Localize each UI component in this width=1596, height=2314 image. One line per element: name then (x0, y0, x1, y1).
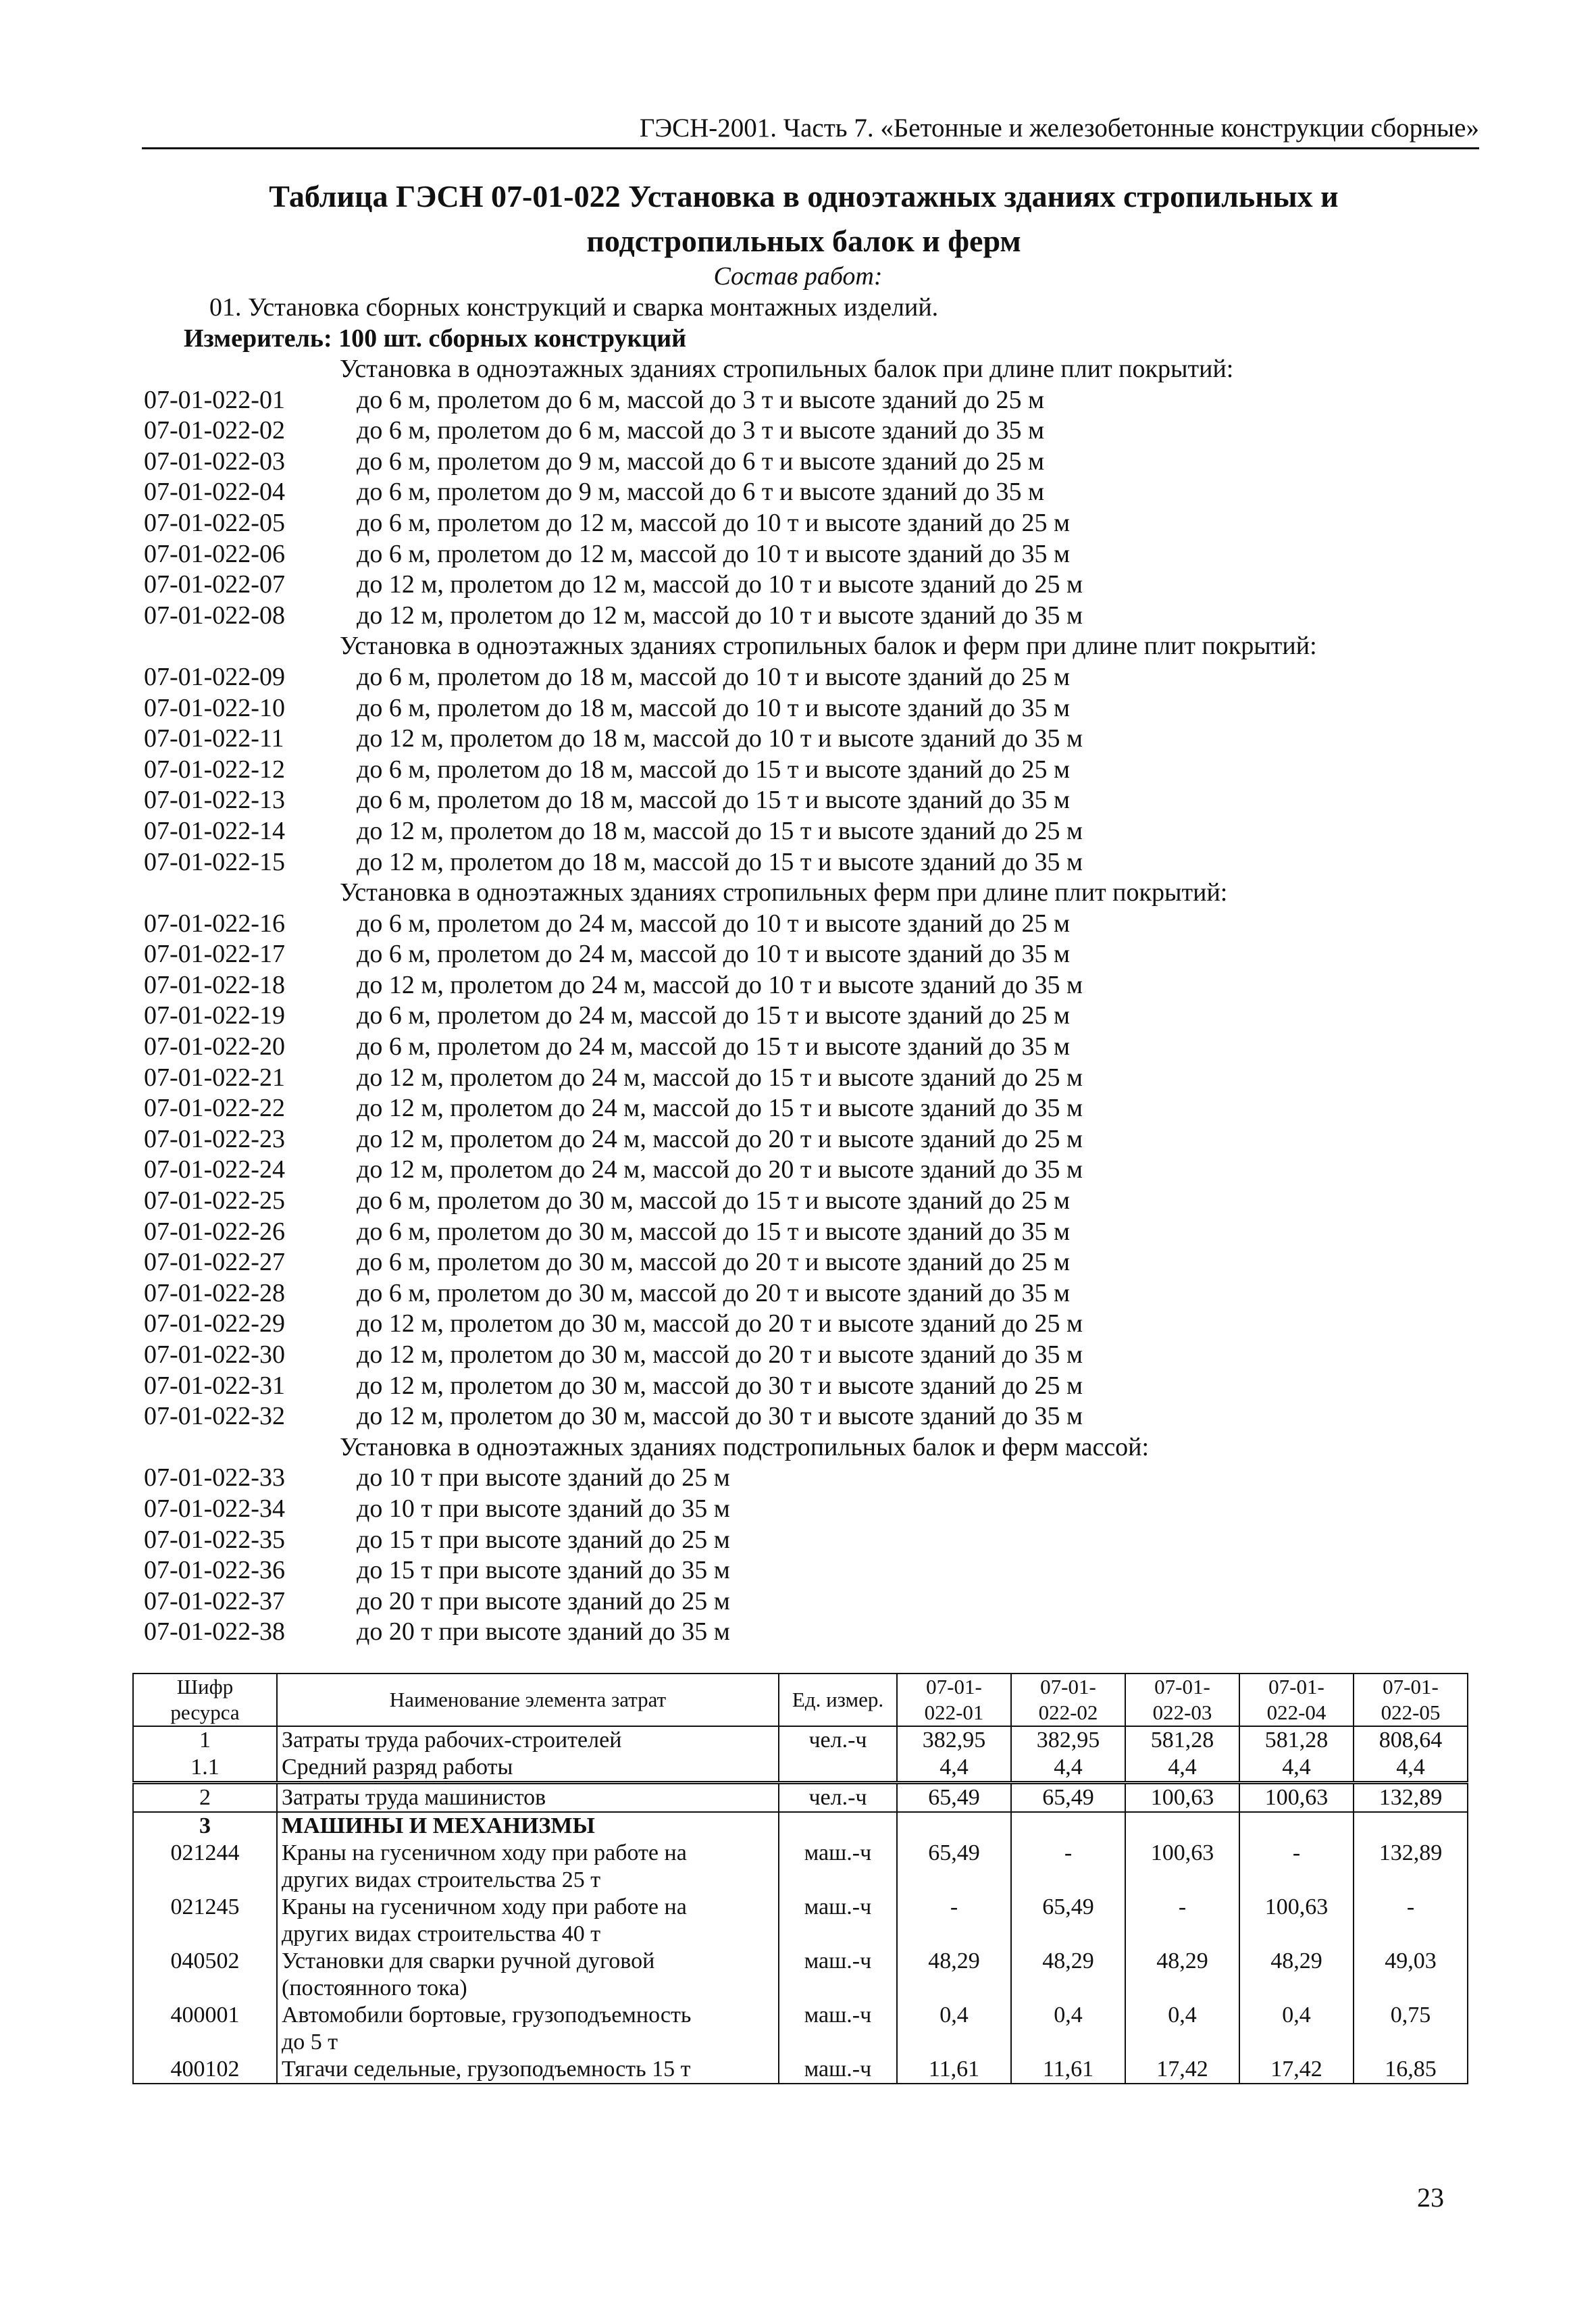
cell-value: 48,29 (897, 1948, 1011, 2002)
header-col-2: 07-01- 022-02 (1011, 1674, 1125, 1726)
cell-unit: маш.-ч (779, 1894, 897, 1948)
cell-value (1125, 1812, 1239, 1840)
norm-description: до 6 м, пролетом до 24 м, массой до 15 т и высоте зданий до 35 м (357, 1032, 1071, 1061)
norm-item (0, 447, 1596, 478)
group-heading (0, 354, 1596, 385)
norm-item (0, 1247, 1596, 1278)
header-col-3: 07-01- 022-03 (1125, 1674, 1239, 1726)
group-heading (0, 878, 1596, 909)
running-header: ГЭСН-2001. Часть 7. «Бетонные и железобетонные конструкции сборные» (639, 114, 1479, 143)
cell-unit: маш.-ч (779, 1948, 897, 2002)
cell-name (277, 1894, 779, 1948)
cell-value: 65,49 (897, 1840, 1011, 1894)
norm-code: 07-01-022-20 (144, 1032, 285, 1061)
norm-item (0, 785, 1596, 816)
norm-item (0, 508, 1596, 539)
norm-code: 07-01-022-17 (144, 940, 285, 969)
norm-item (0, 724, 1596, 755)
cell-code: 2 (133, 1783, 277, 1813)
cell-code: 3 (133, 1812, 277, 1840)
norm-code: 07-01-022-10 (144, 693, 285, 722)
norm-code: 07-01-022-37 (144, 1586, 285, 1615)
cell-value: 48,29 (1011, 1948, 1125, 2002)
cell-value: 65,49 (897, 1783, 1011, 1813)
norm-description: до 6 м, пролетом до 9 м, массой до 6 т и высоте зданий до 25 м (357, 447, 1045, 476)
norm-code: 07-01-022-14 (144, 816, 285, 845)
cell-value: - (1125, 1894, 1239, 1948)
cell-value: 4,4 (1354, 1754, 1468, 1783)
cell-value: 11,61 (897, 2056, 1011, 2084)
table-row (133, 1754, 1468, 1783)
cell-name-line: Установки для сварки ручной дуговой (282, 1948, 655, 1973)
cell-code: 400102 (133, 2056, 277, 2084)
cell-value: 4,4 (897, 1754, 1011, 1783)
norm-description: до 20 т при высоте зданий до 25 м (357, 1586, 730, 1615)
norm-code: 07-01-022-28 (144, 1278, 285, 1307)
norm-description: до 12 м, пролетом до 24 м, массой до 15 т и высоте зданий до 25 м (357, 1063, 1083, 1092)
cell-value: 0,4 (1125, 2002, 1239, 2056)
norm-code: 07-01-022-36 (144, 1556, 285, 1585)
cell-value: 48,29 (1239, 1948, 1354, 2002)
cell-code: 400001 (133, 2002, 277, 2056)
cell-value (897, 1812, 1011, 1840)
cell-value (1239, 1812, 1354, 1840)
norm-description: до 12 м, пролетом до 30 м, массой до 20 т и высоте зданий до 25 м (357, 1309, 1083, 1338)
norm-code: 07-01-022-05 (144, 508, 285, 537)
norm-item (0, 1401, 1596, 1432)
norm-description: до 12 м, пролетом до 30 м, массой до 20 т и высоте зданий до 35 м (357, 1340, 1083, 1369)
norm-code: 07-01-022-22 (144, 1094, 285, 1123)
norm-description: до 6 м, пролетом до 18 м, массой до 10 т и высоте зданий до 25 м (357, 662, 1071, 691)
table-title (128, 174, 1479, 263)
norm-item (0, 1309, 1596, 1340)
cell-name (277, 1948, 779, 2002)
cell-value: 100,63 (1125, 1840, 1239, 1894)
cell-unit: чел.-ч (779, 1783, 897, 1813)
norm-description: до 6 м, пролетом до 18 м, массой до 10 т и высоте зданий до 35 м (357, 693, 1071, 722)
table-row (133, 1726, 1468, 1754)
cell-value: 65,49 (1011, 1894, 1125, 1948)
norm-code: 07-01-022-30 (144, 1340, 285, 1369)
norm-item (0, 1063, 1596, 1094)
norm-item (0, 601, 1596, 632)
norm-list (0, 354, 1596, 1648)
norm-item (0, 693, 1596, 724)
cell-code: 1.1 (133, 1754, 277, 1783)
table-title-line1: Таблица ГЭСН 07-01-022 Установка в одноэтажных зданиях стропильных и (269, 179, 1339, 213)
norm-code: 07-01-022-19 (144, 1001, 285, 1030)
norm-description: до 20 т при высоте зданий до 35 м (357, 1617, 730, 1646)
cell-value: 581,28 (1239, 1726, 1354, 1754)
header-unit: Ед. измер. (779, 1674, 897, 1726)
norm-code: 07-01-022-08 (144, 601, 285, 630)
norm-code: 07-01-022-38 (144, 1617, 285, 1646)
cell-code: 021244 (133, 1840, 277, 1894)
norm-code: 07-01-022-25 (144, 1186, 285, 1215)
header-name: Наименование элемента затрат (277, 1674, 779, 1726)
norm-code: 07-01-022-31 (144, 1371, 285, 1400)
norm-item (0, 416, 1596, 447)
cell-value: 0,4 (1239, 2002, 1354, 2056)
cell-name-line: Тягачи седельные, грузоподъемность 15 т (282, 2057, 691, 2082)
cell-code: 1 (133, 1726, 277, 1754)
table-row (133, 1948, 1468, 2002)
norm-description: до 6 м, пролетом до 12 м, массой до 10 т и высоте зданий до 25 м (357, 508, 1071, 537)
norm-item (0, 1494, 1596, 1525)
norm-item (0, 1555, 1596, 1586)
table-header-row (133, 1674, 1468, 1726)
norm-code: 07-01-022-23 (144, 1124, 285, 1153)
norm-item (0, 1124, 1596, 1155)
cost-table (132, 1673, 1468, 2084)
cell-unit (779, 1754, 897, 1783)
cell-name (277, 2002, 779, 2056)
cell-unit: маш.-ч (779, 2002, 897, 2056)
norm-item (0, 539, 1596, 570)
norm-description: до 6 м, пролетом до 12 м, массой до 10 т и высоте зданий до 35 м (357, 539, 1071, 568)
norm-item (0, 1186, 1596, 1217)
cell-name (277, 2056, 779, 2084)
norm-item (0, 909, 1596, 940)
cell-value: - (897, 1894, 1011, 1948)
cell-value: 4,4 (1125, 1754, 1239, 1783)
norm-code: 07-01-022-32 (144, 1402, 285, 1431)
work-item: 01. Установка сборных конструкций и сварка монтажных изделий. (209, 293, 939, 322)
norm-item (0, 970, 1596, 1001)
cell-name-line: Затраты труда рабочих-строителей (282, 1728, 622, 1753)
cell-value (1011, 1812, 1125, 1840)
norm-item (0, 816, 1596, 847)
norm-item (0, 1463, 1596, 1494)
norm-description: до 6 м, пролетом до 18 м, массой до 15 т и высоте зданий до 35 м (357, 786, 1071, 815)
norm-code: 07-01-022-21 (144, 1063, 285, 1092)
norm-item (0, 662, 1596, 693)
norm-description: до 6 м, пролетом до 24 м, массой до 10 т и высоте зданий до 25 м (357, 909, 1071, 938)
table-row (133, 2002, 1468, 2056)
cell-value: 17,42 (1125, 2056, 1239, 2084)
cell-value: 100,63 (1125, 1783, 1239, 1813)
norm-item (0, 1093, 1596, 1124)
composition-label: Состав работ: (713, 262, 883, 291)
table-row (133, 1783, 1468, 1813)
cell-name (277, 1840, 779, 1894)
norm-description: до 15 т при высоте зданий до 25 м (357, 1525, 730, 1554)
cell-value: - (1354, 1894, 1468, 1948)
cell-value: 382,95 (897, 1726, 1011, 1754)
norm-description: до 6 м, пролетом до 6 м, массой до 3 т и высоте зданий до 35 м (357, 416, 1045, 445)
cell-name-line: других видах строительства 40 т (282, 1921, 601, 1946)
norm-code: 07-01-022-15 (144, 847, 285, 876)
table-row (133, 1812, 1468, 1840)
group-heading (0, 631, 1596, 662)
norm-description: до 6 м, пролетом до 9 м, массой до 6 т и высоте зданий до 35 м (357, 478, 1045, 507)
norm-description: до 10 т при высоте зданий до 25 м (357, 1463, 730, 1492)
cell-name-line: Краны на гусеничном ходу при работе на (282, 1894, 687, 1919)
cell-value: 132,89 (1354, 1783, 1468, 1813)
norm-code: 07-01-022-16 (144, 909, 285, 938)
norm-description: до 6 м, пролетом до 24 м, массой до 10 т и высоте зданий до 35 м (357, 940, 1071, 969)
norm-description: до 6 м, пролетом до 30 м, массой до 20 т и высоте зданий до 35 м (357, 1278, 1071, 1307)
norm-item (0, 1340, 1596, 1371)
header-rule (142, 147, 1479, 149)
cell-value: 17,42 (1239, 2056, 1354, 2084)
cell-value: 100,63 (1239, 1894, 1354, 1948)
cell-name (277, 1726, 779, 1754)
norm-code: 07-01-022-06 (144, 539, 285, 568)
norm-code: 07-01-022-29 (144, 1309, 285, 1338)
norm-code: 07-01-022-12 (144, 755, 285, 784)
norm-description: до 12 м, пролетом до 24 м, массой до 20 т и высоте зданий до 35 м (357, 1155, 1083, 1184)
norm-item (0, 570, 1596, 601)
cell-name-line: других видах строительства 25 т (282, 1867, 601, 1892)
header-code: Шифр ресурса (133, 1674, 277, 1726)
norm-description: до 6 м, пролетом до 6 м, массой до 3 т и высоте зданий до 25 м (357, 385, 1045, 414)
norm-code: 07-01-022-18 (144, 970, 285, 999)
cell-unit: чел.-ч (779, 1726, 897, 1754)
norm-code: 07-01-022-34 (144, 1494, 285, 1523)
norm-item (0, 939, 1596, 970)
cell-value: 0,75 (1354, 2002, 1468, 2056)
table-title-line2: подстропильных балок и ферм (586, 224, 1021, 258)
cell-code: 040502 (133, 1948, 277, 2002)
cell-unit: маш.-ч (779, 2056, 897, 2084)
norm-item (0, 1371, 1596, 1402)
cell-value: 382,95 (1011, 1726, 1125, 1754)
norm-code: 07-01-022-02 (144, 416, 285, 445)
table-row (133, 1894, 1468, 1948)
group-heading (0, 1432, 1596, 1463)
norm-description: до 6 м, пролетом до 30 м, массой до 15 т и высоте зданий до 35 м (357, 1217, 1071, 1246)
table-row (133, 1840, 1468, 1894)
norm-item (0, 1032, 1596, 1063)
norm-description: до 10 т при высоте зданий до 35 м (357, 1494, 730, 1523)
cell-value: - (1239, 1840, 1354, 1894)
norm-code: 07-01-022-35 (144, 1525, 285, 1554)
cell-value: 0,4 (897, 2002, 1011, 2056)
norm-code: 07-01-022-09 (144, 662, 285, 691)
cell-name-line: Средний разряд работы (282, 1755, 513, 1780)
norm-description: до 12 м, пролетом до 18 м, массой до 15 т и высоте зданий до 35 м (357, 847, 1083, 876)
norm-code: 07-01-022-07 (144, 570, 285, 599)
cell-name (277, 1812, 779, 1840)
norm-description: до 12 м, пролетом до 12 м, массой до 10 т и высоте зданий до 25 м (357, 570, 1083, 599)
cell-name-line: МАШИНЫ И МЕХАНИЗМЫ (282, 1813, 595, 1838)
cell-name (277, 1783, 779, 1813)
group-heading-text: Установка в одноэтажных зданиях стропильных балок и ферм при длине плит покрытий: (340, 632, 1317, 661)
cell-code: 021245 (133, 1894, 277, 1948)
norm-item (0, 477, 1596, 508)
cell-value: 4,4 (1011, 1754, 1125, 1783)
norm-description: до 15 т при высоте зданий до 35 м (357, 1556, 730, 1585)
cell-unit (779, 1812, 897, 1840)
cell-value: - (1011, 1840, 1125, 1894)
cell-value: 11,61 (1011, 2056, 1125, 2084)
cell-name-line: до 5 т (282, 2030, 338, 2055)
norm-description: до 12 м, пролетом до 30 м, массой до 30 т и высоте зданий до 35 м (357, 1402, 1083, 1431)
header-col-4: 07-01- 022-04 (1239, 1674, 1354, 1726)
group-heading-text: Установка в одноэтажных зданиях подстропильных балок и ферм массой: (340, 1432, 1150, 1461)
cell-name-line: Краны на гусеничном ходу при работе на (282, 1840, 687, 1865)
norm-code: 07-01-022-01 (144, 385, 285, 414)
page-number: 23 (1417, 2182, 1444, 2213)
norm-item (0, 1155, 1596, 1186)
norm-code: 07-01-022-13 (144, 786, 285, 815)
norm-description: до 12 м, пролетом до 24 м, массой до 20 т и высоте зданий до 25 м (357, 1124, 1083, 1153)
norm-description: до 6 м, пролетом до 30 м, массой до 20 т и высоте зданий до 25 м (357, 1248, 1071, 1277)
group-heading-text: Установка в одноэтажных зданиях стропильных ферм при длине плит покрытий: (340, 878, 1228, 907)
cell-name (277, 1754, 779, 1783)
cell-value: 49,03 (1354, 1948, 1468, 2002)
table-row (133, 2056, 1468, 2084)
norm-description: до 12 м, пролетом до 24 м, массой до 10 т и высоте зданий до 35 м (357, 970, 1083, 999)
norm-code: 07-01-022-26 (144, 1217, 285, 1246)
cell-value: 581,28 (1125, 1726, 1239, 1754)
cell-value: 808,64 (1354, 1726, 1468, 1754)
norm-description: до 12 м, пролетом до 18 м, массой до 10 т и высоте зданий до 35 м (357, 724, 1083, 753)
cell-unit: маш.-ч (779, 1840, 897, 1894)
norm-code: 07-01-022-33 (144, 1463, 285, 1492)
norm-item (0, 755, 1596, 786)
cell-name-line: Автомобили бортовые, грузоподъемность (282, 2003, 692, 2028)
cell-value: 4,4 (1239, 1754, 1354, 1783)
cell-value: 48,29 (1125, 1948, 1239, 2002)
norm-item (0, 1586, 1596, 1617)
norm-code: 07-01-022-24 (144, 1155, 285, 1184)
norm-item (0, 847, 1596, 878)
norm-item (0, 1617, 1596, 1648)
measure-unit: Измеритель: 100 шт. сборных конструкций (184, 324, 687, 353)
norm-code: 07-01-022-03 (144, 447, 285, 476)
norm-code: 07-01-022-11 (144, 724, 284, 753)
norm-description: до 12 м, пролетом до 30 м, массой до 30 т и высоте зданий до 25 м (357, 1371, 1083, 1400)
cell-value: 100,63 (1239, 1783, 1354, 1813)
group-heading-text: Установка в одноэтажных зданиях стропильных балок при длине плит покрытий: (340, 355, 1234, 383)
cell-name-line: Затраты труда машинистов (282, 1785, 546, 1810)
norm-item (0, 1525, 1596, 1556)
norm-item (0, 385, 1596, 416)
cell-value: 16,85 (1354, 2056, 1468, 2084)
norm-description: до 12 м, пролетом до 12 м, массой до 10 т и высоте зданий до 35 м (357, 601, 1083, 630)
cell-value: 65,49 (1011, 1783, 1125, 1813)
norm-item (0, 1278, 1596, 1309)
norm-description: до 6 м, пролетом до 18 м, массой до 15 т и высоте зданий до 25 м (357, 755, 1071, 784)
header-col-5: 07-01- 022-05 (1354, 1674, 1468, 1726)
norm-code: 07-01-022-27 (144, 1248, 285, 1277)
cell-name-line: (постоянного тока) (282, 1976, 467, 2001)
norm-item (0, 1001, 1596, 1032)
norm-description: до 6 м, пролетом до 30 м, массой до 15 т и высоте зданий до 25 м (357, 1186, 1071, 1215)
cell-value: 132,89 (1354, 1840, 1468, 1894)
header-col-1: 07-01- 022-01 (897, 1674, 1011, 1726)
norm-item (0, 1217, 1596, 1248)
norm-code: 07-01-022-04 (144, 478, 285, 507)
norm-description: до 6 м, пролетом до 24 м, массой до 15 т и высоте зданий до 25 м (357, 1001, 1071, 1030)
norm-description: до 12 м, пролетом до 18 м, массой до 15 т и высоте зданий до 25 м (357, 816, 1083, 845)
norm-description: до 12 м, пролетом до 24 м, массой до 15 т и высоте зданий до 35 м (357, 1094, 1083, 1123)
cell-value (1354, 1812, 1468, 1840)
cell-value: 0,4 (1011, 2002, 1125, 2056)
